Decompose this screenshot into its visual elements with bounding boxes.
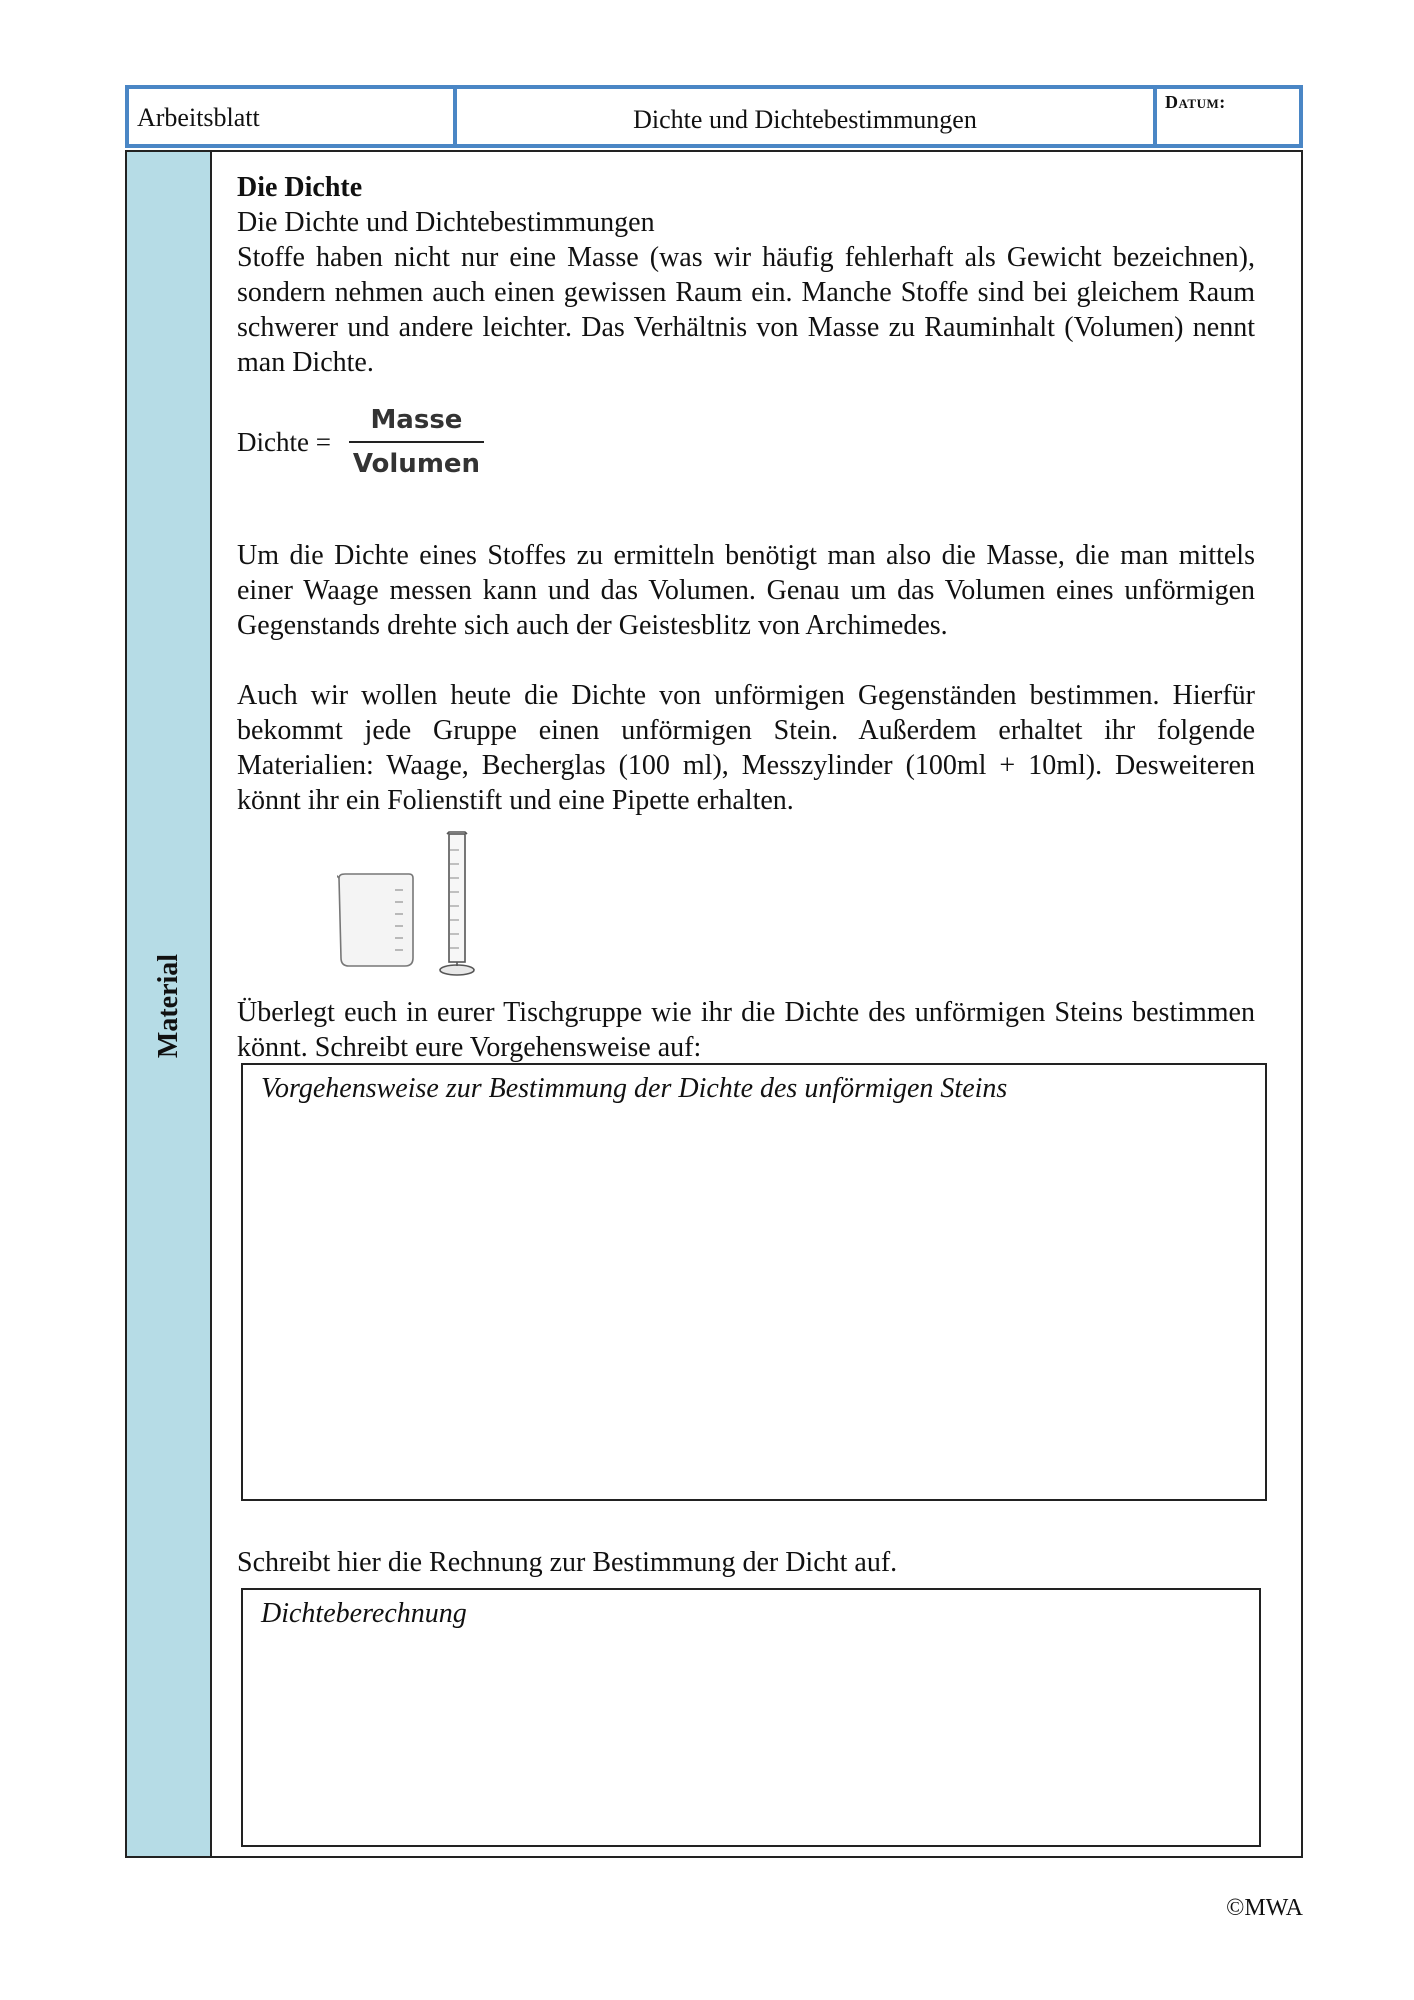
date-label: Datum: xyxy=(1165,92,1226,112)
formula-left: Dichte = xyxy=(237,426,331,457)
materials-paragraph: Auch wir wollen heute die Dichte von unförmigen Gegenständen bestimmen. Hierfür bekommt jede Gruppe einen unförmigen Stein. Außerdem erhaltet ihr folgende Materialien: Waage, Becherglas (100 ml), Messzylinder (100ml + 10ml). Desweiteren könnt ihr ein Folienstift und eine Pipette erhalten. xyxy=(237,680,1255,816)
procedure-box-label: Vorgehensweise zur Bestimmung der Dichte des unförmigen Steins xyxy=(261,1073,1008,1104)
intro-paragraph: Stoffe haben nicht nur eine Masse (was wir häufig fehlerhaft als Gewicht bezeichnen), sondern nehmen auch einen gewissen Raum ein. Manche Stoffe sind bei gleichem Raum schwerer und andere leichter. Das Verhältnis von Masse zu Rauminhalt (Volumen) nennt man Dichte. xyxy=(237,242,1255,378)
date-field[interactable] xyxy=(1153,89,1299,144)
sidebar xyxy=(127,152,212,1856)
formula-numerator: Masse xyxy=(370,405,463,435)
calculation-box-label: Dichteberechnung xyxy=(261,1598,467,1629)
sidebar-label: Material xyxy=(153,953,184,1059)
doc-type: Arbeitsblatt xyxy=(137,103,260,132)
procedure-answer-box[interactable] xyxy=(241,1063,1267,1501)
material-frame xyxy=(125,150,1303,1858)
section-heading: Die Dichte xyxy=(237,172,363,203)
calculation-answer-box[interactable] xyxy=(241,1588,1261,1847)
formula-fraction xyxy=(349,405,484,479)
procedure-instruction: Überlegt euch in eurer Tischgruppe wie ihr die Dichte des unförmigen Steins bestimmen könnt. Schreibt eure Vorgehensweise auf: xyxy=(237,997,1255,1063)
content-area xyxy=(237,170,1255,1629)
formula-denominator: Volumen xyxy=(352,449,481,479)
calculation-instruction: Schreibt hier die Rechnung zur Bestimmung der Dicht auf. xyxy=(237,1547,898,1578)
beaker-icon xyxy=(337,874,413,966)
measuring-cylinder-icon xyxy=(440,832,474,975)
section-subheading: Die Dichte und Dichtebestimmungen xyxy=(237,207,655,238)
measure-paragraph: Um die Dichte eines Stoffes zu ermitteln benötigt man also die Masse, die man mittels einer Waage messen kann und das Volumen. Genau um das Volumen eines unförmigen Gegenstands drehte sich auch der Geistesblitz von Archimedes. xyxy=(237,540,1255,641)
lab-equipment-illustration xyxy=(337,830,497,980)
worksheet-header xyxy=(125,85,1303,148)
worksheet-title: Dichte und Dichtebestimmungen xyxy=(453,89,1153,144)
density-formula xyxy=(237,402,484,482)
copyright-footer: ©MWA xyxy=(1226,1895,1303,1921)
